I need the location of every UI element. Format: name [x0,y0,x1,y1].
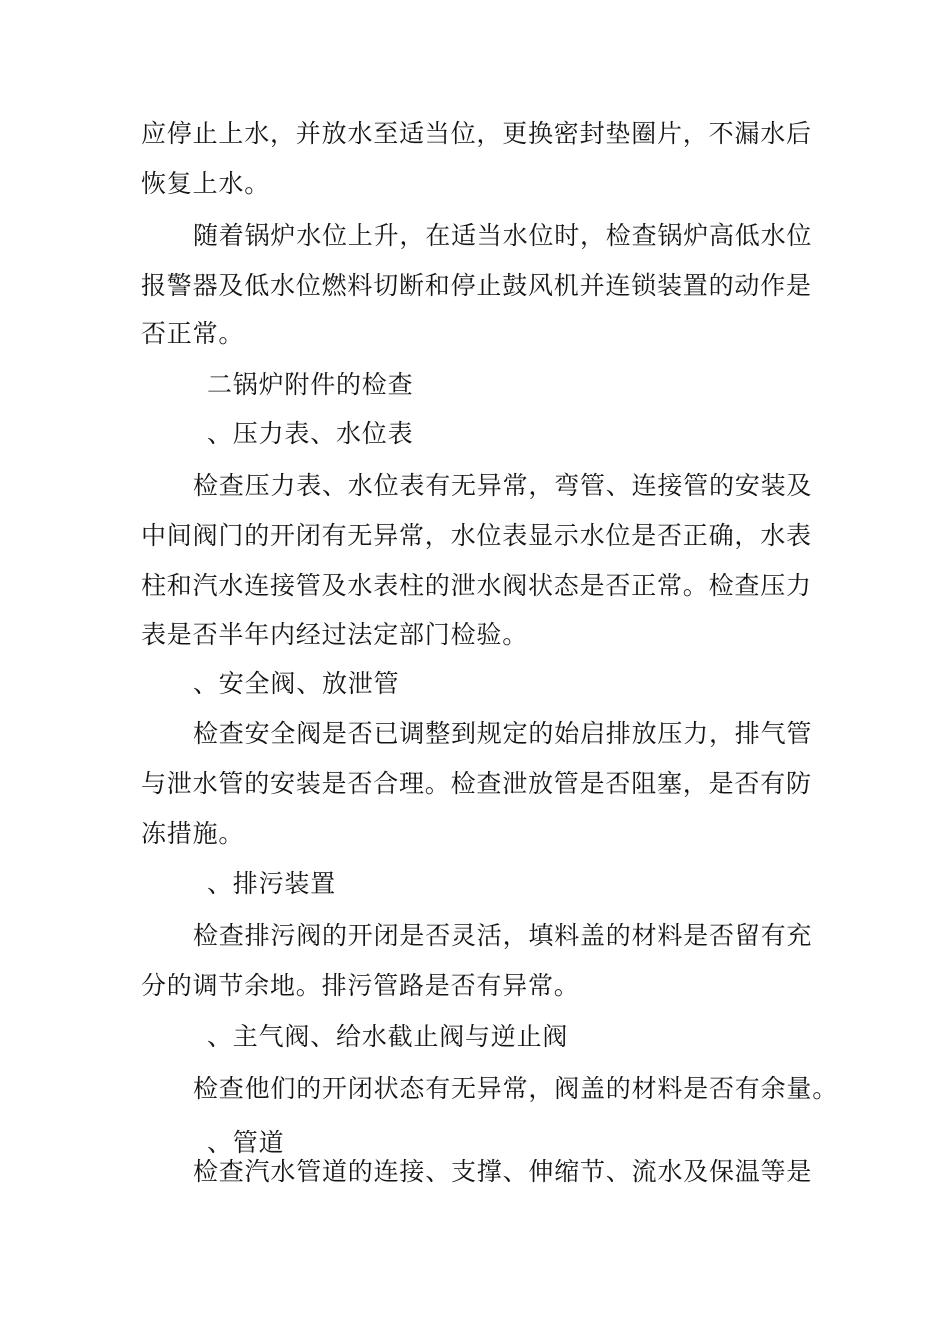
paragraph-line: 表是否半年内经过法定部门检验。 [141,620,529,649]
paragraph-line: 与泄水管的安装是否合理。检查泄放管是否阻塞，是否有防 [141,769,812,798]
subsection-heading: 、管道 [207,1128,285,1157]
paragraph-line: 应停止上水，并放水至适当位，更换密封垫圈片，不漏水后 [141,119,812,148]
paragraph-line: 柱和汽水连接管及水表柱的泄水阀状态是否正常。检查压力 [141,571,812,600]
section-heading: 二锅炉附件的检查 [207,370,414,399]
subsection-heading: 、压力表、水位表 [207,419,414,448]
paragraph-line: 检查他们的开闭状态有无异常，阀盖的材料是否有余量。 [193,1074,839,1103]
paragraph-line: 检查汽水管道的连接、支撑、伸缩节、流水及保温等是 [193,1157,813,1186]
paragraph-line: 随着锅炉水位上升，在适当水位时，检查锅炉高低水位 [193,221,813,250]
paragraph-line: 恢复上水。 [141,169,271,198]
subsection-heading: 、主气阀、给水截止阀与逆止阀 [207,1022,569,1051]
paragraph-line: 检查排污阀的开闭是否灵活，填料盖的材料是否留有充 [193,921,813,950]
paragraph-line: 冻措施。 [141,819,245,848]
paragraph-line: 分的调节余地。排污管路是否有异常。 [141,971,580,1000]
subsection-heading: 、安全阀、放泄管 [193,669,400,698]
paragraph-line: 检查安全阀是否已调整到规定的始启排放压力，排气管 [193,719,813,748]
paragraph-line: 否正常。 [141,319,245,348]
subsection-heading: 、排污装置 [207,869,337,898]
paragraph-line: 报警器及低水位燃料切断和停止鼓风机并连锁装置的动作是 [141,271,812,300]
paragraph-line: 中间阀门的开闭有无异常，水位表显示水位是否正确，水表 [141,521,812,550]
paragraph-line: 检查压力表、水位表有无异常，弯管、连接管的安装及 [193,471,813,500]
